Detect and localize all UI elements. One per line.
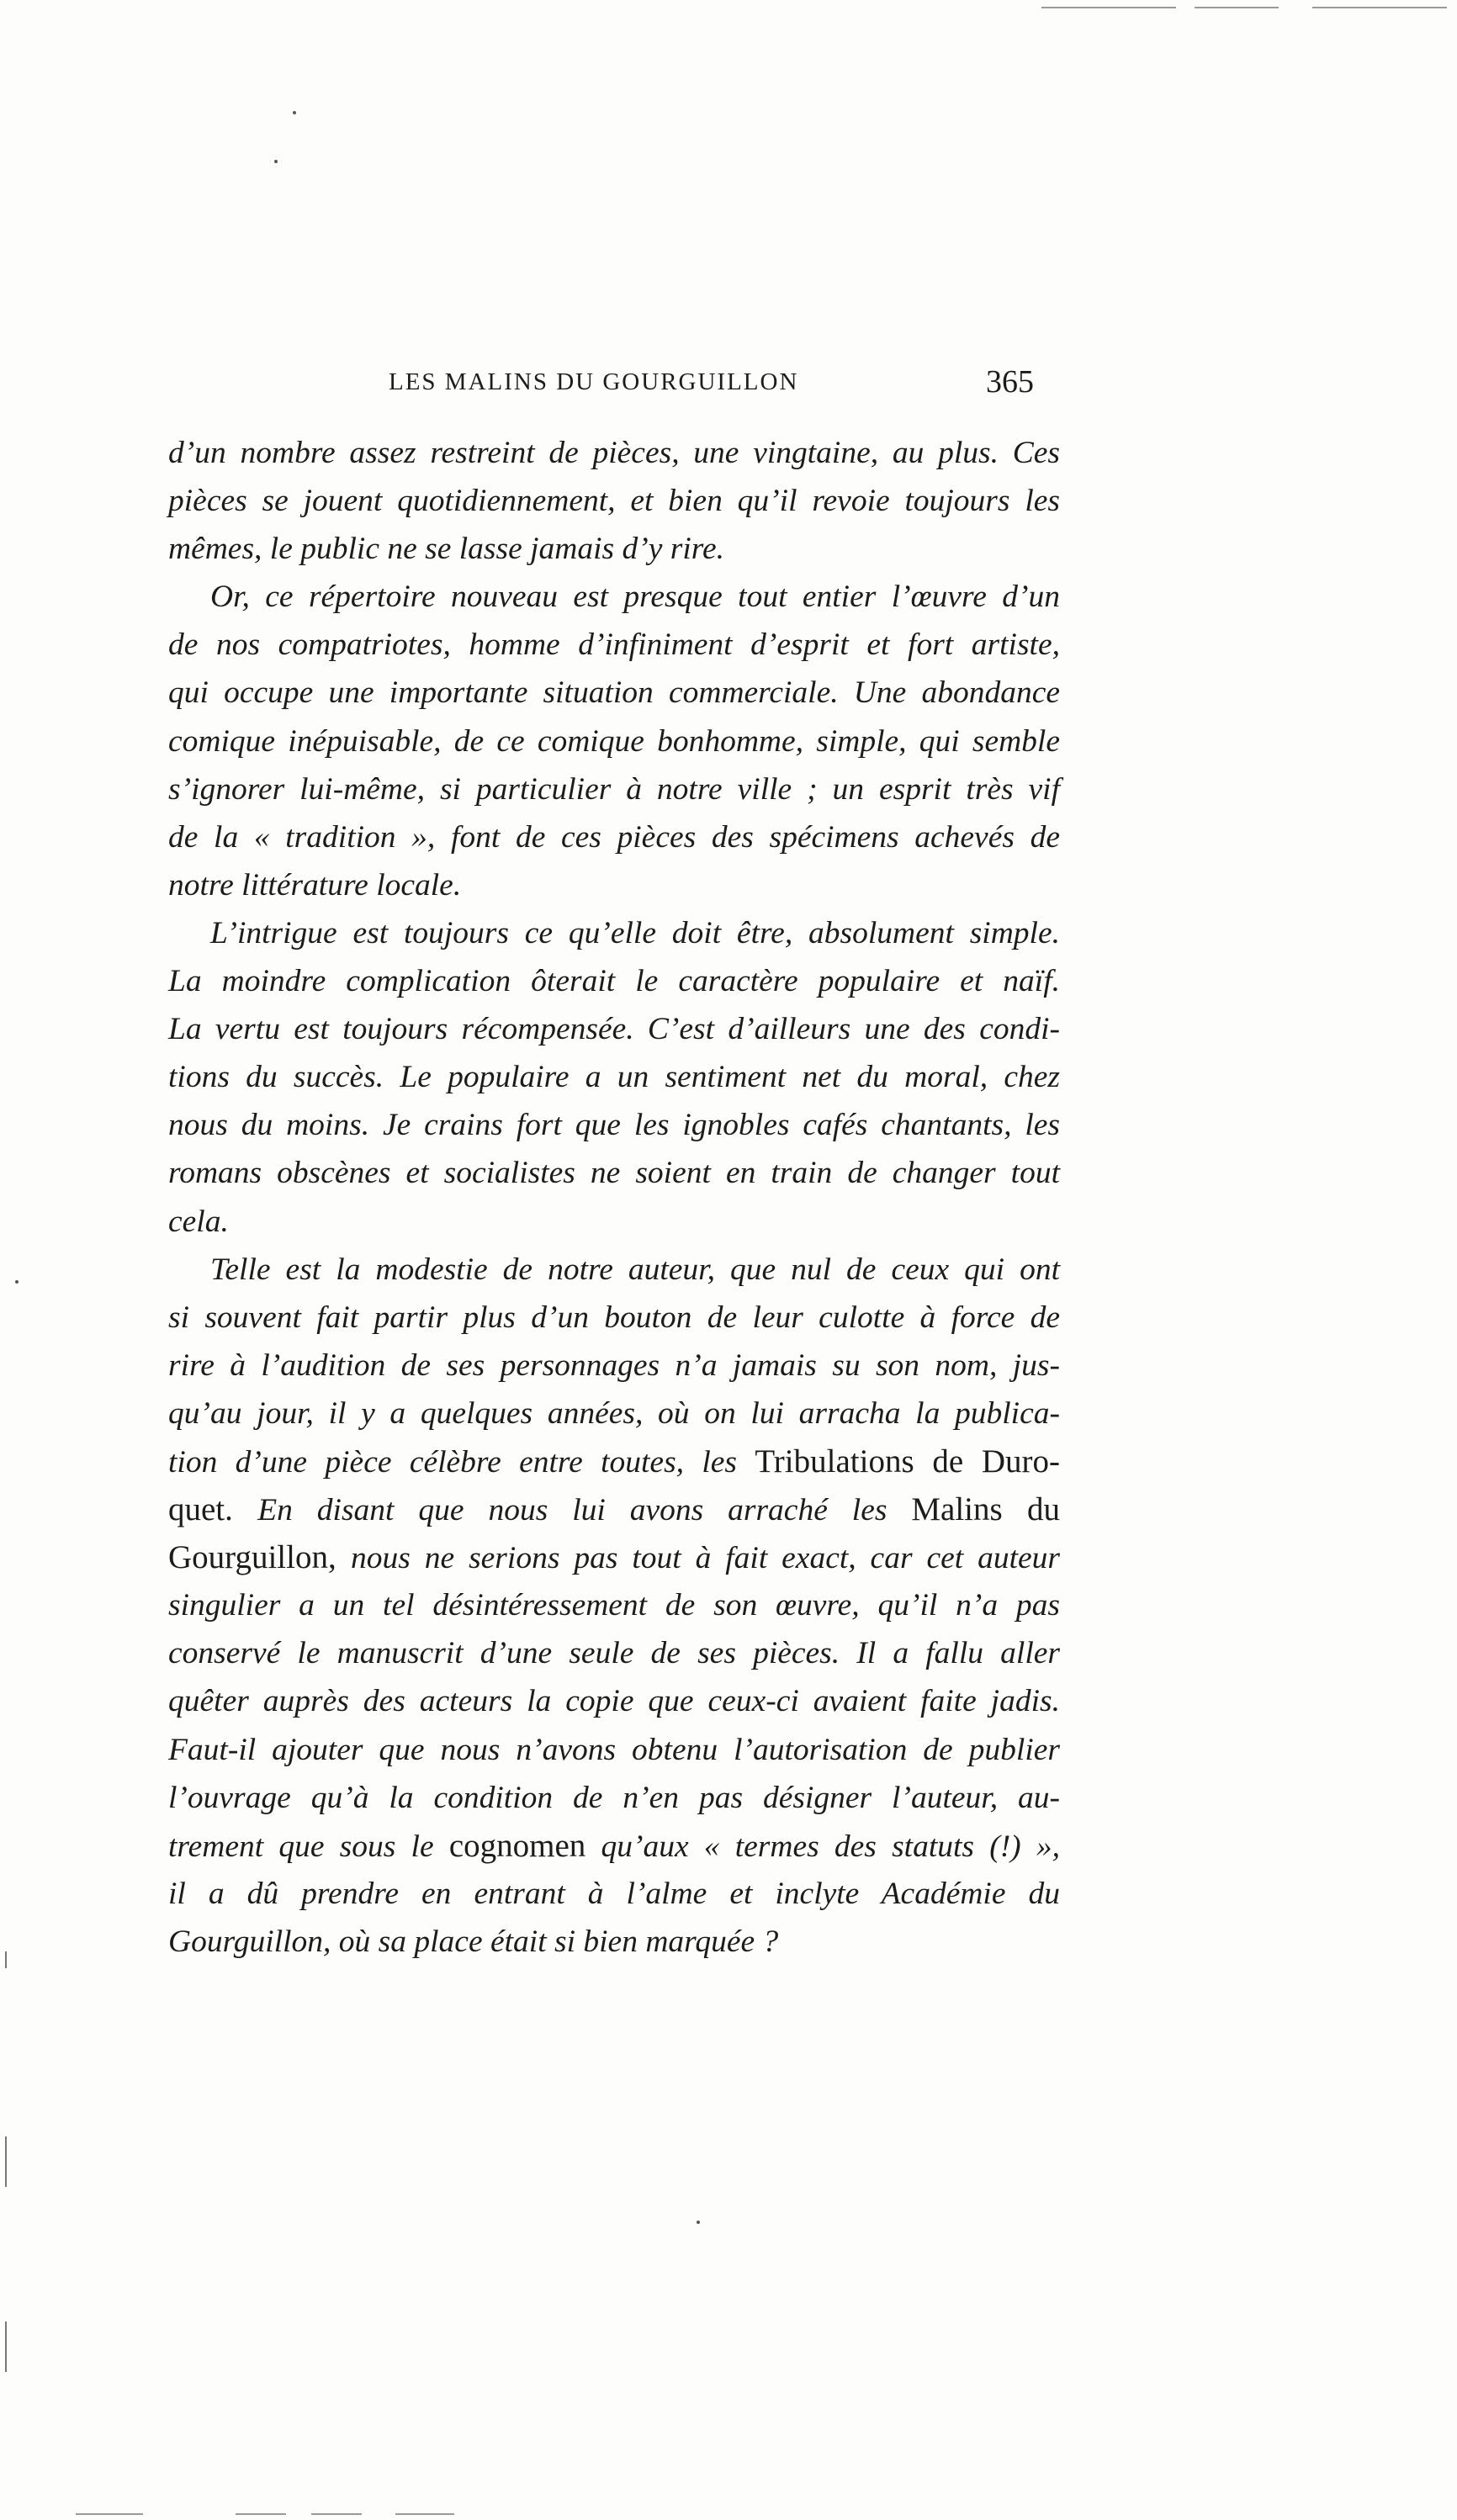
- text-line: [168, 573, 1060, 621]
- text-line: [168, 1101, 1060, 1149]
- text-segment: comique inépuisable, de ce comique bonhomme, simple, qui semble: [168, 723, 1060, 759]
- text-segment: Or, ce répertoire nouveau est presque tout entier l’œuvre d’un: [210, 580, 1060, 615]
- text-line: [168, 861, 1060, 909]
- scan-rule-top: [1041, 7, 1176, 8]
- text-segment: nous du moins. Je crains fort que les ignobles cafés chantants, les: [168, 1108, 1060, 1143]
- text-segment: qui occupe une importante situation commerciale. Une abondance: [168, 675, 1060, 711]
- text-segment: tion d’une pièce célèbre entre toutes, les: [168, 1444, 755, 1480]
- scan-edge-mark: [5, 1951, 7, 1968]
- text-line: [168, 1629, 1060, 1677]
- text-line: [168, 1342, 1060, 1390]
- text-line: [168, 429, 1060, 477]
- text-segment: d’un nombre assez restreint de pièces, une vingtaine, au plus. Ces: [168, 436, 1060, 470]
- text-segment: Telle est la modestie de notre auteur, que nul de ceux qui ont: [210, 1252, 1060, 1287]
- text-line: [168, 1198, 1060, 1246]
- text-line: [168, 1390, 1060, 1437]
- text-line: [168, 1726, 1060, 1774]
- text-segment: Gourguillon, où sa place était si bien marquée ?: [168, 1924, 779, 1959]
- text-segment: nous ne serions pas tout à fait exact, car cet auteur: [351, 1541, 1060, 1576]
- text-segment: Faut-il ajouter que nous n’avons obtenu l’autorisation de publier: [168, 1732, 1060, 1767]
- page-header: [168, 363, 1060, 405]
- text-line: [168, 957, 1060, 1005]
- scan-speck: [15, 1280, 19, 1284]
- title-text-segment: cognomen: [448, 1827, 586, 1864]
- text-line: [168, 1533, 1060, 1581]
- scan-rule-top: [1312, 7, 1447, 8]
- text-line: [168, 813, 1060, 861]
- text-segment: de la « tradition », font de ces pièces des spécimens achevés de: [168, 819, 1060, 855]
- scan-speck: [293, 111, 296, 114]
- title-text-segment: Tribulations de Duro-: [755, 1443, 1060, 1480]
- text-segment: L’intrigue est toujours ce qu’elle doit être, absolument simple.: [210, 915, 1060, 950]
- text-segment: qu’au jour, il y a quelques années, où on lui arracha la publica-: [168, 1395, 1060, 1431]
- text-segment: pièces se jouent quotidiennement, et bien qu’il revoie toujours les: [168, 484, 1060, 519]
- title-text-segment: Malins du: [911, 1491, 1060, 1528]
- text-line: [168, 1870, 1060, 1918]
- scan-rule-top: [1195, 7, 1279, 8]
- text-line: [168, 525, 1060, 573]
- text-segment: singulier a un tel désintéressement de son œuvre, qu’il n’a pas: [168, 1588, 1060, 1623]
- text-segment: trement que sous le: [168, 1829, 449, 1864]
- text-segment: rire à l’audition de ses personnages n’a jamais su son nom, jus-: [168, 1347, 1060, 1383]
- text-line: [168, 1581, 1060, 1629]
- text-segment: il a dû prendre en entrant à l’alme et inclyte Académie du: [168, 1876, 1060, 1911]
- title-text-segment: quet.: [168, 1491, 258, 1528]
- text-segment: La vertu est toujours récompensée. C’est d’ailleurs une des condi-: [168, 1012, 1060, 1047]
- text-segment: conservé le manuscrit d’une seule de ses pièces. Il a fallu aller: [168, 1636, 1060, 1671]
- text-segment: romans obscènes et socialistes ne soient en train de changer tout: [168, 1156, 1060, 1191]
- text-line: [168, 621, 1060, 669]
- scan-rule-bottom: [395, 2513, 454, 2515]
- text-line: [168, 477, 1060, 525]
- title-text-segment: Gourguillon,: [168, 1539, 351, 1576]
- text-segment: En disant que nous lui avons arraché les: [257, 1493, 912, 1528]
- scan-rule-bottom: [76, 2513, 143, 2515]
- scan-rule-bottom: [311, 2513, 362, 2515]
- scan-edge-mark: [5, 2321, 7, 2372]
- page-number: 365: [986, 364, 1034, 400]
- body-text: [168, 429, 1060, 1966]
- running-title: LES MALINS DU GOURGUILLON: [389, 368, 799, 395]
- text-segment: si souvent fait partir plus d’un bouton de leur culotte à force de: [168, 1300, 1060, 1335]
- text-line: [168, 1822, 1060, 1870]
- text-line: [168, 717, 1060, 765]
- text-line: [168, 1485, 1060, 1533]
- text-segment: quêter auprès des acteurs la copie que ceux-ci avaient faite jadis.: [168, 1684, 1060, 1719]
- text-line: [168, 1774, 1060, 1822]
- text-segment: mêmes, le public ne se lasse jamais d’y rire.: [168, 532, 724, 567]
- text-segment: de nos compatriotes, homme d’infiniment d’esprit et fort artiste,: [168, 627, 1060, 663]
- text-segment: La moindre complication ôterait le caractère populaire et naïf.: [168, 964, 1060, 999]
- text-line: [168, 1918, 1060, 1966]
- text-line: [168, 765, 1060, 813]
- text-segment: s’ignorer lui-même, si particulier à notre ville ; un esprit très vif: [168, 771, 1060, 807]
- text-line: [168, 1437, 1060, 1485]
- scan-speck: [697, 2221, 700, 2224]
- text-segment: tions du succès. Le populaire a un sentiment net du moral, chez: [168, 1060, 1060, 1095]
- text-line: [168, 909, 1060, 957]
- scan-rule-bottom: [236, 2513, 286, 2515]
- text-line: [168, 1149, 1060, 1197]
- text-line: [168, 1677, 1060, 1725]
- scan-speck: [274, 160, 278, 163]
- scan-edge-mark: [5, 2136, 7, 2187]
- text-line: [168, 1246, 1060, 1294]
- text-line: [168, 669, 1060, 717]
- text-line: [168, 1053, 1060, 1101]
- text-segment: l’ouvrage qu’à la condition de n’en pas désigner l’auteur, au-: [168, 1780, 1060, 1815]
- text-segment: qu’aux « termes des statuts (!) »,: [585, 1829, 1060, 1864]
- text-segment: notre littérature locale.: [168, 867, 462, 903]
- text-line: [168, 1294, 1060, 1342]
- text-segment: cela.: [168, 1204, 229, 1239]
- text-line: [168, 1005, 1060, 1053]
